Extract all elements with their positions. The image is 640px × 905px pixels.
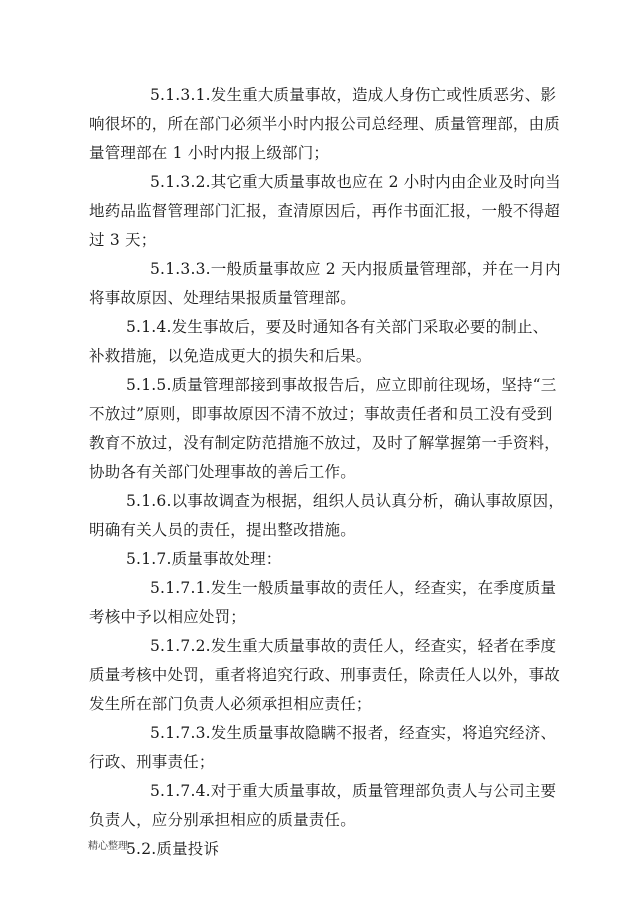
paragraph-line: 5.1.3.2.其它重大质量事故也应在 2 小时内由企业及时向当 xyxy=(150,173,561,191)
paragraph-line: 5.1.7.1.发生一般质量事故的责任人，经查实，在季度质量 xyxy=(150,579,557,597)
paragraph-line: 5.1.7.4.对于重大质量事故，质量管理部负责人与公司主要 xyxy=(150,782,557,800)
paragraph-line: 质量考核中处罚，重者将追究行政、刑事责任，除责任人以外，事故 xyxy=(89,666,561,684)
paragraph-line: 教育不放过，没有制定防范措施不放过，及时了解掌握第一手资料， xyxy=(89,434,561,452)
section-heading: 5.2.质量投诉 xyxy=(126,840,220,858)
paragraph-line: 量管理部在 1 小时内报上级部门； xyxy=(89,144,330,162)
paragraph-line: 响很坏的，所在部门必须半小时内报公司总经理、质量管理部，由质 xyxy=(89,115,561,133)
paragraph-line: 5.1.7.质量事故处理： xyxy=(126,550,282,568)
paragraph-line: 行政、刑事责任； xyxy=(89,753,215,771)
paragraph-line: 5.1.3.3.一般质量事故应 2 天内报质量管理部，并在一月内 xyxy=(150,260,561,278)
paragraph-line: 发生所在部门负责人必须承担相应责任； xyxy=(89,695,372,713)
page-footer: 精心整理 xyxy=(88,841,128,852)
paragraph-line: 考核中予以相应处罚； xyxy=(89,608,247,626)
paragraph-line: 将事故原因、处理结果报质量管理部。 xyxy=(89,289,356,307)
paragraph-line: 5.1.5.质量管理部接到事故报告后，应立即前往现场，坚持“三 xyxy=(126,376,557,394)
paragraph-line: 5.1.7.3.发生质量事故隐瞒不报者，经查实，将追究经济、 xyxy=(150,724,557,742)
paragraph-line: 不放过”原则，即事故原因不清不放过；事故责任者和员工没有受到 xyxy=(89,405,553,423)
paragraph-line: 地药品监督管理部门汇报，查清原因后，再作书面汇报，一般不得超 xyxy=(89,202,561,220)
paragraph-line: 5.1.4.发生事故后，要及时通知各有关部门采取必要的制止、 xyxy=(126,318,549,336)
paragraph-line: 5.1.6.以事故调查为根据，组织人员认真分析，确认事故原因， xyxy=(126,492,565,510)
paragraph-line: 明确有关人员的责任，提出整改措施。 xyxy=(89,521,356,539)
paragraph-line: 协助各有关部门处理事故的善后工作。 xyxy=(89,463,356,481)
paragraph-line: 5.1.7.2.发生重大质量事故的责任人，经查实，轻者在季度 xyxy=(150,637,557,655)
paragraph-line: 负责人，应分别承担相应的质量责任。 xyxy=(89,811,356,829)
paragraph-line: 补救措施，以免造成更大的损失和后果。 xyxy=(89,347,372,365)
paragraph-line: 过 3 天； xyxy=(89,231,157,249)
paragraph-line: 5.1.3.1.发生重大质量事故，造成人身伤亡或性质恶劣、影 xyxy=(150,86,557,104)
